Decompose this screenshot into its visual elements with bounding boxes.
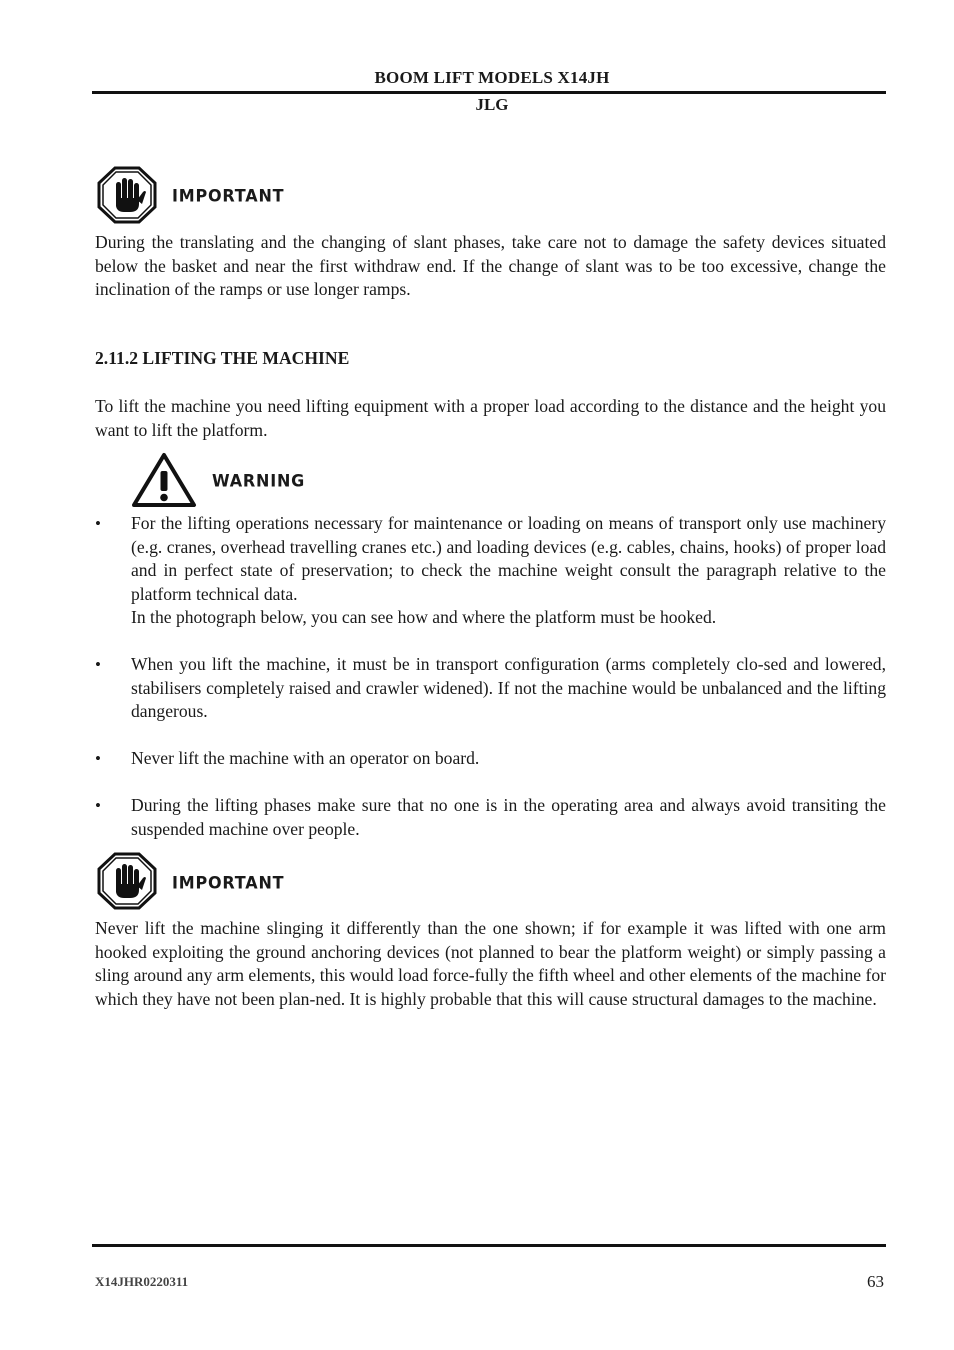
important-label: IMPORTANT (172, 872, 285, 893)
document-code: X14JHR0220311 (95, 1274, 189, 1289)
warning-item-text: During the lifting phases make sure that no one is in the operating area and always avoid transiting the suspended machine over people. (131, 795, 886, 839)
warning-list-item (95, 794, 886, 841)
warning-triangle-icon (131, 452, 197, 508)
brand-name: JLG (475, 95, 509, 114)
important-label: IMPORTANT (172, 185, 285, 206)
important-text: During the translating and the changing of slant phases, take care not to damage the safety devices situated below the basket and near the first withdraw end. If the change of slant was to be too excessive, change the inclination of the ramps or use longer ramps. (95, 232, 886, 299)
stop-hand-icon (97, 852, 157, 910)
section-intro: To lift the machine you need lifting equipment with a proper load according to the distance and the height you want to lift the platform. (95, 396, 886, 440)
bullet-symbol: • (95, 655, 101, 674)
warning-item-extra: In the photograph below, you can see how and where the platform must be hooked. (131, 607, 717, 627)
warning-label: WARNING (212, 470, 306, 491)
header-divider (92, 91, 886, 94)
warning-list-item (95, 747, 886, 771)
section-heading: 2.11.2 LIFTING THE MACHINE (95, 348, 350, 368)
stop-hand-icon (97, 166, 157, 224)
warning-list-item (95, 653, 886, 724)
bullet-symbol: • (95, 514, 101, 533)
bullet-symbol: • (95, 796, 101, 815)
warning-list-item (95, 512, 886, 630)
important-text: Never lift the machine slinging it differently than the one shown; if for example it was lifted with one arm hooked exploiting the ground anchoring devices (not planned to bear the platform weight) or simply passing a sling around any arm elements, this would load force-fully the fifth wheel and other elements of the machine for which they have not been plan-ned. It is highly probable that this will cause structural damages to the machine. (95, 918, 886, 1009)
warning-item-text: When you lift the machine, it must be in transport configuration (arms completely clo-sed and lowered, stabilisers completely raised and crawler widened). If not the machine would be unbalanced and the lifting dangerous. (131, 654, 886, 721)
document-title: BOOM LIFT MODELS X14JH (374, 68, 610, 87)
bullet-symbol: • (95, 749, 101, 768)
footer-divider (92, 1244, 886, 1247)
page-number: 63 (867, 1272, 884, 1291)
warning-item-text: Never lift the machine with an operator on board. (131, 748, 480, 768)
warning-item-text: For the lifting operations necessary for maintenance or loading on means of transport only use machinery (e.g. cranes, overhead travelling cranes etc.) and loading devices (e.g. cables, chains, hooks) of proper load and in perfect state of preservation; to check the machine weight consult the paragraph relative to the platform technical data. (131, 513, 886, 604)
